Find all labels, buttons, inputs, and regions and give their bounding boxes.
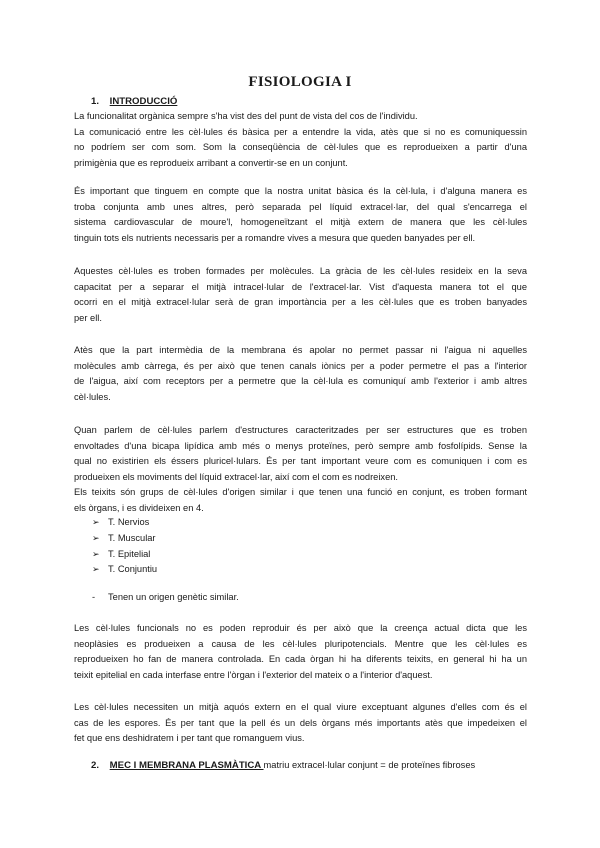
list-item-label: T. Conjuntiu [108,564,158,575]
text-line: sistema cardiovascular de moure'l, homogeneïtzant el mitjà extern de manera que les cèl·lules [74,217,527,228]
text-line: fet que ens deshidratem i per tant que romanguem vius. [74,733,305,744]
text-line: cèl·lules. [74,391,111,402]
text-line: molècules amb càrrega, és per això que tenen canals iònics per a poder permetre el pas a l'interior [74,360,527,371]
text-line: reprodueixen ho fan de manera controlada. En cada òrgan hi ha diferents teixits, en general hi ha un [74,654,527,665]
list-item-label: T. Muscular [108,532,156,543]
text-line: Quan parlem de cèl·lules parlem d'estructures caracteritzades per ser estructures que es troben [74,425,527,435]
text-line: Les cèl·lules funcionals no es poden reproduir és per això que la creença actual dicta que les [74,623,527,633]
text-line: els òrgans, i es divideixen en 4. [74,502,204,513]
text-line: Aquestes cèl·lules es troben formades per molècules. La gràcia de les cèl·lules resideix en la seva [74,266,527,276]
text-line: cas de les espores. És per tant que la pell és un dels òrgans més importants atès que impedeixen el [74,717,527,728]
text-line: primigènia que es reprodueix arribant a convertir-se en un conjunt. [74,157,348,168]
text-line: de l'aigua, així com receptors per a permetre que la cèl·lula es comuniquí amb l'exterior i amb altres [74,376,527,387]
list-item [92,515,157,531]
dash-bullet-icon: - [92,592,96,602]
text-line: produeixen els moviments del líquid extracel·lar, així com el com es nodreixen. [74,471,398,482]
text-line: no podríem ser com som. Som la conseqüència de cèl·lules que es reprodueixen a partir d'una [74,142,527,153]
paragraph-8 [74,700,527,747]
dash-item-label: Tenen un origen genètic similar. [108,592,239,602]
list-item-label: T. Nervios [108,517,150,527]
text-line: envoltades d'una bicapa lipídica amb més o menys proteïnes, però sempre amb fosfolípids. Sense la [74,440,527,451]
arrow-bullet-icon: ➢ [92,532,100,543]
text-line: capacitat per a separar el mitjà intracel·lular de l'extracel·lar. Vist d'aquesta manera tot el que [74,281,527,292]
text-line: per ell. [74,312,102,323]
dash-list-item [92,590,239,605]
list-item [92,562,157,578]
paragraph-6 [74,485,527,516]
tissue-list [92,515,157,578]
paragraph-5 [74,423,527,485]
section-heading-mec [91,758,475,773]
text-line: troba conjunta amb unes altres, però separada pel líquid extracel·lar, del qual s'encarrega el [74,201,527,212]
arrow-bullet-icon: ➢ [92,548,100,559]
paragraph-2 [74,184,527,246]
arrow-bullet-icon: ➢ [92,517,100,527]
list-item-label: T. Epitelial [108,548,151,559]
text-line: Atès que la part intermèdia de la membrana és apolar no permet passar ni l'aigua ni aquelles [74,345,527,355]
section-subtitle: matriu extracel·lular conjunt = de proteïnes fibroses [263,760,476,770]
text-line: tinguin tots els nutrients necessaris per a romandre vives a mesura que queden banyades per ell. [74,232,476,243]
text-line: La comunicació entre les cèl·lules és bàsica per a entendre la vida, atès que si no es comuniquessin [74,126,527,137]
paragraph-4 [74,343,527,405]
section-number: 2. [91,760,100,771]
document-title: FISIOLOGIA I [248,74,352,90]
text-line: neoplàsies es produeixen a causa de les cèl·lules pluripotencials. Mentre que les cèl·lules es [74,638,527,649]
text-line: ocorri en el mitjà extracel·lular serà de gran importància per a les cèl·lules que es troben banyades [74,297,527,308]
text-line: Les cèl·lules necessiten un mitjà aquós extern en el qual viure exceptuant algunes d'elles com és el [74,702,527,712]
paragraph-7 [74,621,527,683]
paragraph-1 [74,109,527,171]
section-heading-introduccio [91,95,177,109]
section-title: INTRODUCCIÓ [109,96,178,107]
arrow-bullet-icon: ➢ [92,564,100,575]
text-line: La funcionalitat orgànica sempre s'ha vist des del punt de vista del cos de l'individu. [74,111,418,121]
text-line: Els teixits són grups de cèl·lules d'origen similar i que tenen una funció en conjunt, es troben formant [74,487,527,497]
text-line: És important que tinguem en compte que la nostra unitat bàsica és la cèl·lula, i d'alguna manera es [74,186,527,196]
text-line: teixit epitelial en cada interfase entre l'òrgan i l'exterior del mateix o a l'interior d'aquest. [74,669,433,680]
section-number: 1. [91,96,100,107]
list-item [92,531,157,547]
paragraph-3 [74,264,527,326]
text-line: qual no existirien els éssers pluricel·lulars. És per tant important veure com es comuniquen i com es [74,456,527,467]
section-title: MEC I MEMBRANA PLASMÀTICA [109,760,264,771]
list-item [92,547,157,563]
